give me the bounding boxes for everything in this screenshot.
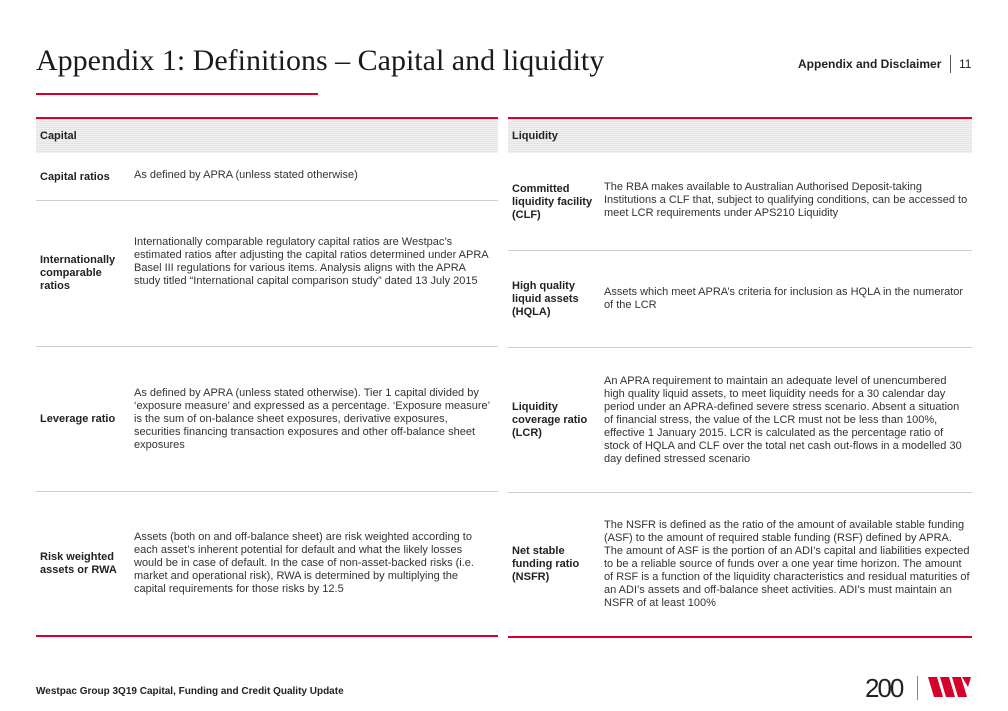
- anniversary-logo: 200: [865, 673, 903, 703]
- capital-table-header: Capital: [36, 117, 498, 153]
- table-row: [508, 348, 972, 493]
- westpac-w-logo-icon: [928, 677, 974, 697]
- term: Net stable funding ratio (NSFR): [512, 545, 580, 583]
- definition: The RBA makes available to Australian Authorised Deposit-taking Institutions a CLF that, subject to qualifying conditions, can be accessed to meet LCR requirements under APS210 Liquidity: [604, 181, 968, 219]
- term: Committed liquidity facility (CLF): [512, 183, 593, 221]
- term: High quality liquid assets (HQLA): [512, 279, 579, 318]
- section-label: Appendix and Disclaimer: [798, 57, 942, 71]
- page-title: Appendix 1: Definitions – Capital and liquidity: [36, 44, 605, 77]
- definition: Assets (both on and off-balance sheet) are risk weighted according to each asset’s inherent potential for default and what the likely losses would be in case of default. In the case of non-asset-backed risks (i.e. market and operational risk), RWA is determined by multiplying the capital requirements for those risks by 12.5: [134, 531, 474, 595]
- term: Liquidity coverage ratio (LCR): [512, 400, 588, 439]
- footer-text: Westpac Group 3Q19 Capital, Funding and Credit Quality Update: [36, 686, 344, 697]
- definition: The NSFR is defined as the ratio of the amount of available stable funding (ASF) to the amount of required stable funding (RSF) defined by APRA. The amount of ASF is the portion of an ADI’s capital and liabilities expected to be a reliable source of funds over a one year time horizon. The amount of RSF is a function of the liquidity characteristics and residual maturities of an ADI’s assets and off-balance sheet activities. ADI’s must maintain an NSFR of at least 100%: [604, 519, 970, 609]
- definition: As defined by APRA (unless stated otherwise): [134, 169, 358, 181]
- page-number: 11: [959, 57, 972, 71]
- table-row: [36, 153, 498, 201]
- term: Capital ratios: [40, 171, 110, 183]
- logo-divider: [917, 676, 918, 700]
- capital-table: [36, 117, 498, 637]
- table-row: [36, 201, 498, 347]
- table-row: [36, 492, 498, 637]
- table-row: [36, 347, 498, 492]
- definition: Assets which meet APRA’s criteria for inclusion as HQLA in the numerator of the LCR: [604, 286, 964, 311]
- definition: As defined by APRA (unless stated otherwise). Tier 1 capital divided by ‘exposure measure’ and expressed as a percentage. ‘Exposure measure’ is the sum of on-balance sheet exposures, derivative exposures, securities financing transaction exposures and other off-balance sheet exposures: [134, 386, 490, 451]
- header-divider: [950, 55, 951, 73]
- term: Leverage ratio: [40, 412, 116, 425]
- title-underline: [36, 93, 318, 95]
- table-row: [508, 153, 972, 251]
- liquidity-table-header: Liquidity: [508, 117, 972, 153]
- term: Internationally comparable ratios: [40, 254, 116, 292]
- term: Risk weighted assets or RWA: [40, 550, 117, 576]
- table-row: [508, 493, 972, 638]
- definition: Internationally comparable regulatory capital ratios are Westpac’s estimated ratios after adjusting the capital ratios determined under APRA Basel III regulations for various items. Analysis aligns with the APRA study titled “International capital comparison study” dated 13 July 2015: [134, 235, 489, 287]
- table-row: [508, 251, 972, 348]
- liquidity-table: [508, 117, 972, 638]
- definition: An APRA requirement to maintain an adequate level of unencumbered high quality liquid assets, to meet liquidity needs for a 30 calendar day period under an APRA-defined severe stress scenario. Absent a situation of financial stress, the value of the LCR must not be less than 100%, effective 1 January 2015. LCR is calculated as the percentage ratio of stock of HQLA and CLF over the total net cash out-flows in a modelled 30 day defined stressed scenario: [604, 374, 962, 465]
